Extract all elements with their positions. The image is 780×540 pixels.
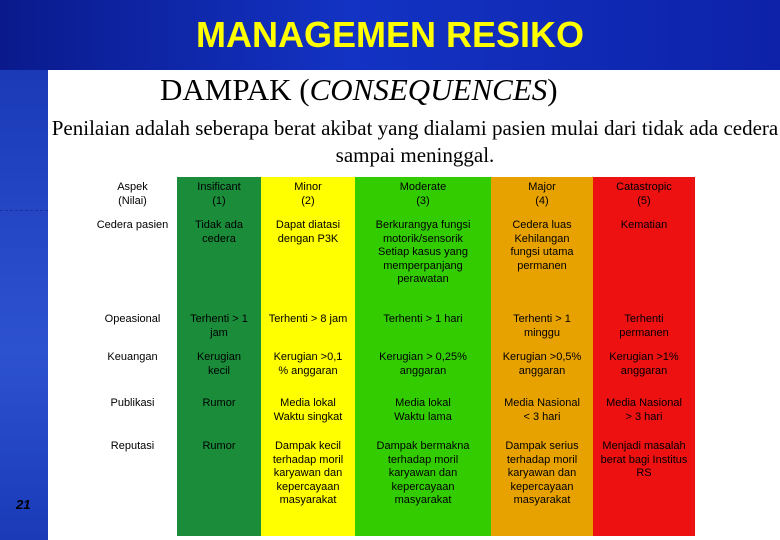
header-moderate: Moderate (3) xyxy=(399,181,447,207)
subtitle-close: ) xyxy=(547,72,558,107)
cell-4-insignificant: Rumor xyxy=(202,397,236,409)
cell-5-minor: Dampak kecil terhadap moril karyawan dan kepercayaan masyarakat xyxy=(272,440,344,506)
header-insignificant: Insificant (1) xyxy=(197,181,241,207)
cell-4-catastrophic: Media Nasional > 3 hari xyxy=(606,397,682,423)
cell-1-catastrophic: Kematian xyxy=(620,219,668,231)
cell-2-major: Terhenti > 1 minggu xyxy=(513,313,571,339)
cell-1-insignificant: Tidak ada cedera xyxy=(195,219,243,245)
cell-4-minor: Media lokal Waktu singkat xyxy=(273,397,343,423)
page-number: 21 xyxy=(16,497,31,512)
cell-2-minor: Terhenti > 8 jam xyxy=(268,313,348,325)
header-minor: Minor (2) xyxy=(294,181,322,207)
cell-2-catastrophic: Terhenti permanen xyxy=(619,313,669,339)
cell-3-major: Kerugian >0,5% anggaran xyxy=(502,351,582,377)
subtitle-italic-text: CONSEQUENCES xyxy=(309,72,548,107)
subtitle-text: DAMPAK ( xyxy=(160,72,310,107)
cell-2-moderate: Terhenti > 1 hari xyxy=(383,313,463,325)
header-aspect-label: Aspek (Nilai) xyxy=(117,181,148,207)
cell-5-catastrophic: Menjadi masalah berat bagi Institus RS xyxy=(600,440,688,479)
slide-title: MANAGEMEN RESIKO xyxy=(195,14,585,55)
cell-2-insignificant: Terhenti > 1 jam xyxy=(190,313,248,339)
cell-1-major: Cedera luas Kehilangan fungsi utama permanen xyxy=(510,219,574,272)
slide-description: Penilaian adalah seberapa berat akibat yang dialami pasien mulai dari tidak ada cedera sampai meninggal. xyxy=(51,116,779,167)
row-label-5: Reputasi xyxy=(110,440,155,452)
cell-1-moderate: Berkurangya fungsi motorik/sensorik Setiap kasus yang memperpanjang perawatan xyxy=(375,219,471,285)
sidebar-divider xyxy=(0,210,48,211)
cell-4-major: Media Nasional < 3 hari xyxy=(504,397,580,423)
row-label-3: Keuangan xyxy=(107,351,158,363)
header-catastrophic: Catastropic (5) xyxy=(616,181,672,207)
cell-3-insignificant: Kerugian kecil xyxy=(196,351,242,377)
cell-1-minor: Dapat diatasi dengan P3K xyxy=(275,219,341,245)
header-major: Major (4) xyxy=(528,181,556,207)
cell-5-major: Dampak serius terhadap moril karyawan dan kepercayaan masyarakat xyxy=(505,440,579,506)
cell-3-moderate: Kerugian > 0,25% anggaran xyxy=(379,351,467,377)
cell-3-minor: Kerugian >0,1 % anggaran xyxy=(273,351,343,377)
cell-5-moderate: Dampak bermakna terhadap moril karyawan dan kepercayaan masyarakat xyxy=(376,440,470,506)
cell-5-insignificant: Rumor xyxy=(202,440,236,452)
left-sidebar-decoration xyxy=(0,70,48,540)
row-label-1: Cedera pasien xyxy=(96,219,169,231)
row-label-2: Opeasional xyxy=(104,313,161,325)
cell-3-catastrophic: Kerugian >1% anggaran xyxy=(609,351,679,377)
cell-4-moderate: Media lokal Waktu lama xyxy=(394,397,452,423)
row-label-4: Publikasi xyxy=(110,397,155,409)
slide-subtitle xyxy=(160,72,630,108)
